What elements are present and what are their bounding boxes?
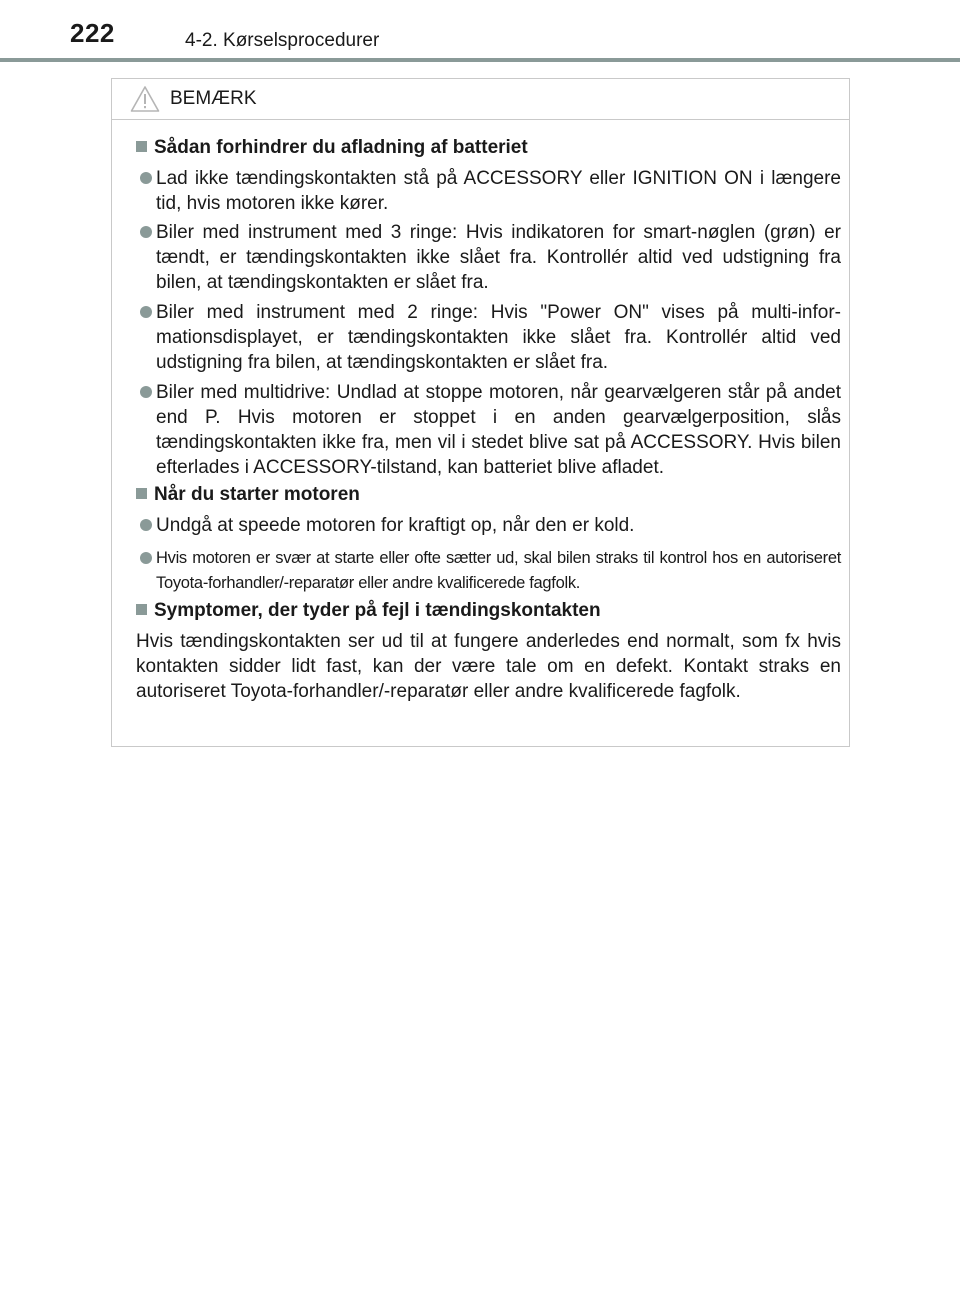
round-bullet-icon bbox=[140, 226, 152, 238]
list-item: Biler med multidrive: Undlad at stoppe motoren, når gearvælgeren står på andet end P. Hvis motoren er stoppet i en anden gearvælgerposition, slås tændingskontakten ikke fra, men vil i stedet blive sat på ACCESSORY. Hvis bilen efterlades i ACCESSORY-tilstand, kan batteriet blive afladet. bbox=[156, 380, 841, 480]
notice-header bbox=[112, 79, 849, 120]
round-bullet-icon bbox=[140, 519, 152, 531]
page-number: 222 bbox=[70, 18, 115, 48]
list-item: Biler med instrument med 3 ringe: Hvis indikatoren for smart-nøglen (grøn) er tændt, er tændingskontakten ikke slået fra. Kontrollér altid ved udstigning fra bilen, at tændingskontakten er slået fra. bbox=[156, 220, 841, 295]
page-header bbox=[0, 0, 960, 64]
header-rule bbox=[0, 58, 960, 62]
round-bullet-icon bbox=[140, 172, 152, 184]
square-bullet-icon bbox=[136, 141, 147, 152]
round-bullet-icon bbox=[140, 386, 152, 398]
round-bullet-icon bbox=[140, 306, 152, 318]
section-paragraph: Hvis tændingskontakten ser ud til at fungere anderledes end normalt, som fx hvis kontakten sidder lidt fast, kan der være tale om en defekt. Kontakt straks en autoriseret Toyota-forhandler/-reparatør eller andre kvalificerede fagfolk. bbox=[136, 631, 841, 702]
list-item: Lad ikke tændingskontakten stå på ACCESSORY eller IGNITION ON i længere tid, hvis motoren ikke kører. bbox=[156, 166, 841, 216]
section-heading: Symptomer, der tyder på fejl i tændingskontakten bbox=[136, 600, 601, 622]
section-heading: Sådan forhindrer du afladning af batteriet bbox=[136, 137, 528, 159]
list-item: Biler med instrument med 2 ringe: Hvis "Power ON" vises på multi-infor-mationsdisplayet, er tændingskontakten ikke slået fra. Kontrollér altid ved udstigning fra bilen, at tændingskontakten er slået fra. bbox=[156, 300, 841, 375]
round-bullet-icon bbox=[140, 552, 152, 564]
section-heading: Når du starter motoren bbox=[136, 484, 360, 506]
warning-triangle-icon bbox=[130, 85, 160, 113]
notice-box bbox=[111, 78, 850, 747]
square-bullet-icon bbox=[136, 604, 147, 615]
list-item: Undgå at speede motoren for kraftigt op, når den er kold. bbox=[156, 513, 841, 538]
notice-label: BEMÆRK bbox=[170, 88, 257, 109]
square-bullet-icon bbox=[136, 488, 147, 499]
list-item: Hvis motoren er svær at starte eller ofte sætter ud, skal bilen straks til kontrol hos en autoriseret Toyota-forhandler/-reparatør eller andre kvalificerede fagfolk. bbox=[156, 546, 841, 596]
section-title: 4-2. Kørselsprocedurer bbox=[185, 30, 380, 51]
